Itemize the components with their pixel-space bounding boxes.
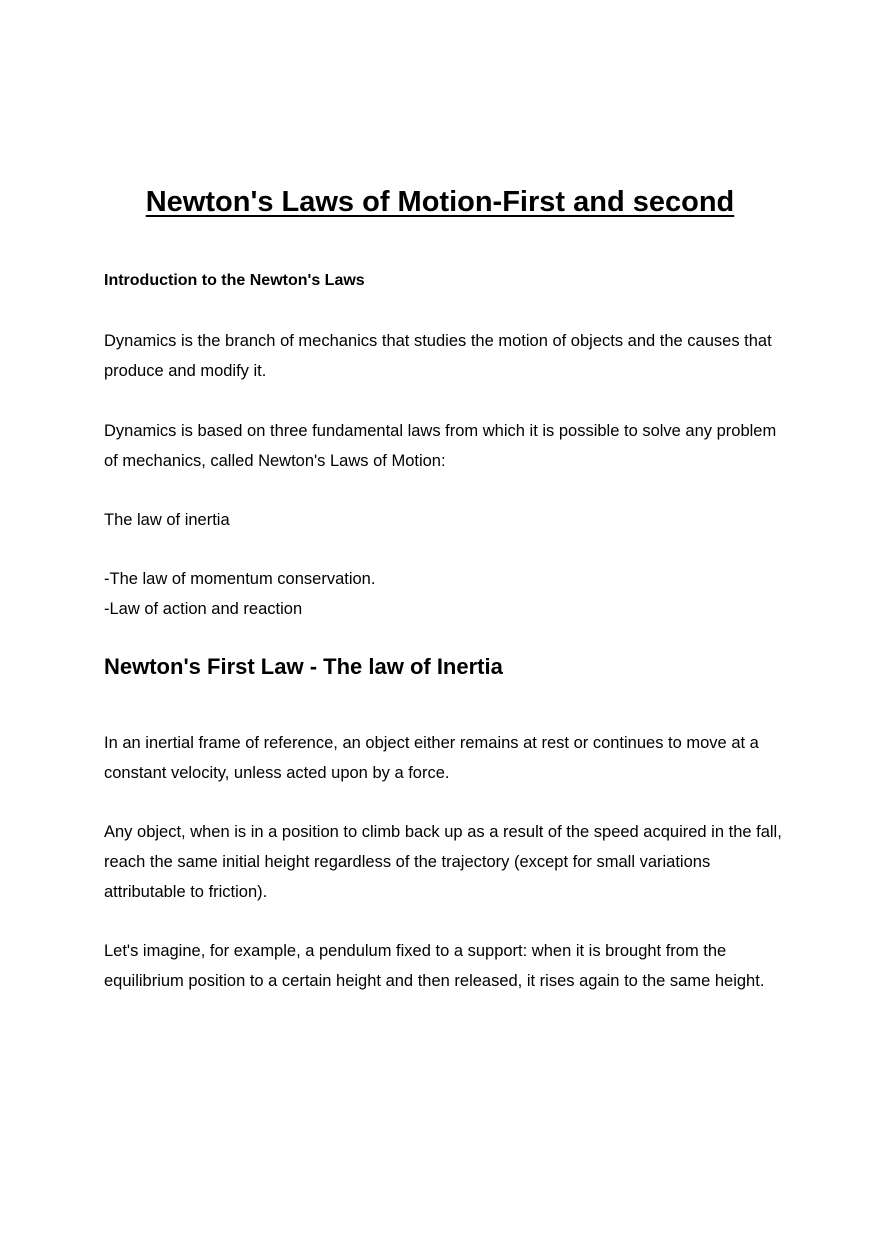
- paragraph-inertial-frame: In an inertial frame of reference, an object either remains at rest or continues to move at a constant velocity, unless acted upon by a force.: [104, 734, 759, 782]
- paragraph-climb-back: Any object, when is in a position to climb back up as a result of the speed acquired in the fall, reach the same initial height regardless of the trajectory (except for small variations attributable to friction).: [104, 823, 782, 901]
- paragraph-dynamics-laws: Dynamics is based on three fundamental laws from which it is possible to solve any problem of mechanics, called Newton's Laws of Motion:: [104, 422, 777, 470]
- intro-heading: Introduction to the Newton's Laws: [104, 272, 365, 289]
- section-heading-first-law: Newton's First Law - The law of Inertia: [104, 654, 503, 679]
- document-title: Newton's Laws of Motion-First and second: [145, 186, 735, 218]
- paragraph-dynamics-definition: Dynamics is the branch of mechanics that studies the motion of objects and the causes that produce and modify it.: [104, 332, 772, 380]
- paragraph-pendulum: Let's imagine, for example, a pendulum fixed to a support: when it is brought from the equilibrium position to a certain height and then released, it rises again to the same height.: [104, 942, 765, 990]
- paragraph-law-of-inertia: The law of inertia: [104, 511, 230, 529]
- laws-list: [104, 564, 794, 624]
- list-item: -Law of action and reaction: [104, 600, 303, 618]
- list-item: -The law of momentum conservation.: [104, 570, 376, 588]
